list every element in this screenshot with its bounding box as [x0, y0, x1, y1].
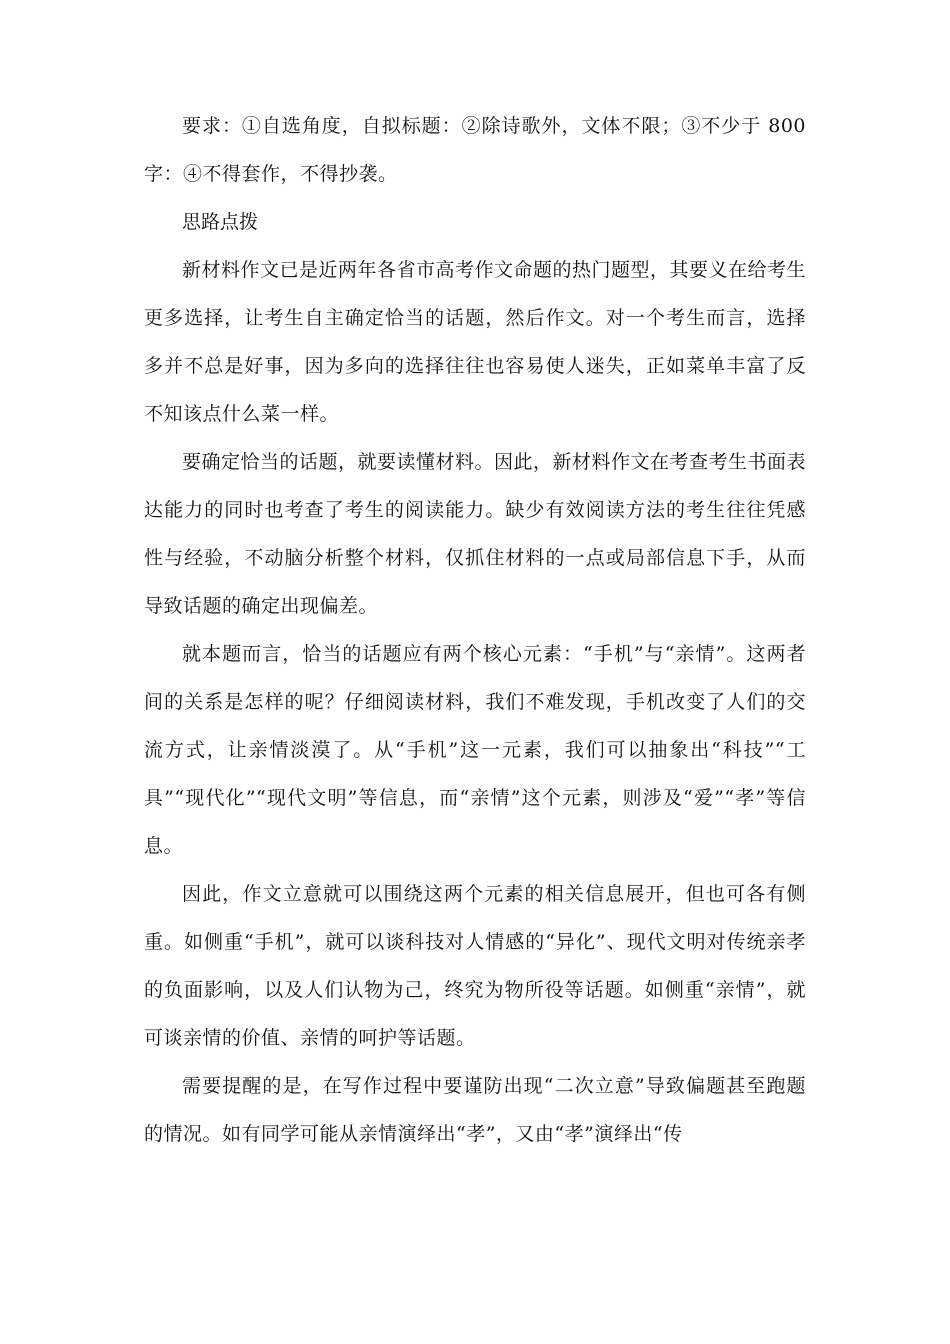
document-body	[144, 102, 806, 1158]
requirements-paragraph: 要求：①自选角度，自拟标题：②除诗歌外，文体不限；③不少于 800 字：④不得套作，不得抄袭。	[144, 115, 806, 185]
body-paragraph: 就本题而言，恰当的话题应有两个核心元素：“手机”与“亲情”。这两者间的关系是怎样的呢？仔细阅读材料，我们不难发现，手机改变了人们的交流方式，让亲情淡漠了。从“手机”这一元素，我们可以抽象出“科技”“工具”“现代化”“现代文明”等信息，而“亲情”这个元素，则涉及“爱”“孝”等信息。	[144, 643, 806, 857]
body-paragraph: 因此，作文立意就可以围绕这两个元素的相关信息展开，但也可各有侧重。如侧重“手机”，就可以谈科技对人情感的“异化”、现代文明对传统亲孝的负面影响，以及人们认物为己，终究为物所役等话题。如侧重“亲情”，就可谈亲情的价值、亲情的呵护等话题。	[144, 883, 806, 1049]
body-paragraph: 要确定恰当的话题，就要读懂材料。因此，新材料作文在考查考生书面表达能力的同时也考查了考生的阅读能力。缺少有效阅读方法的考生往往凭感性与经验，不动脑分析整个材料，仅抓住材料的一点或局部信息下手，从而导致话题的确定出现偏差。	[144, 451, 807, 617]
section-heading: 思路点拨	[182, 211, 259, 233]
body-paragraph: 新材料作文已是近两年各省市高考作文命题的热门题型，其要义在给考生更多选择，让考生自主确定恰当的话题，然后作文。对一个考生而言，选择多并不总是好事，因为多向的选择往往也容易使人迷失，正如菜单丰富了反不知该点什么菜一样。	[144, 259, 807, 425]
body-paragraph: 需要提醒的是，在写作过程中要谨防出现“二次立意”导致偏题甚至跑题的情况。如有同学可能从亲情演绎出“孝”，又由“孝”演绎出“传	[144, 1075, 806, 1145]
